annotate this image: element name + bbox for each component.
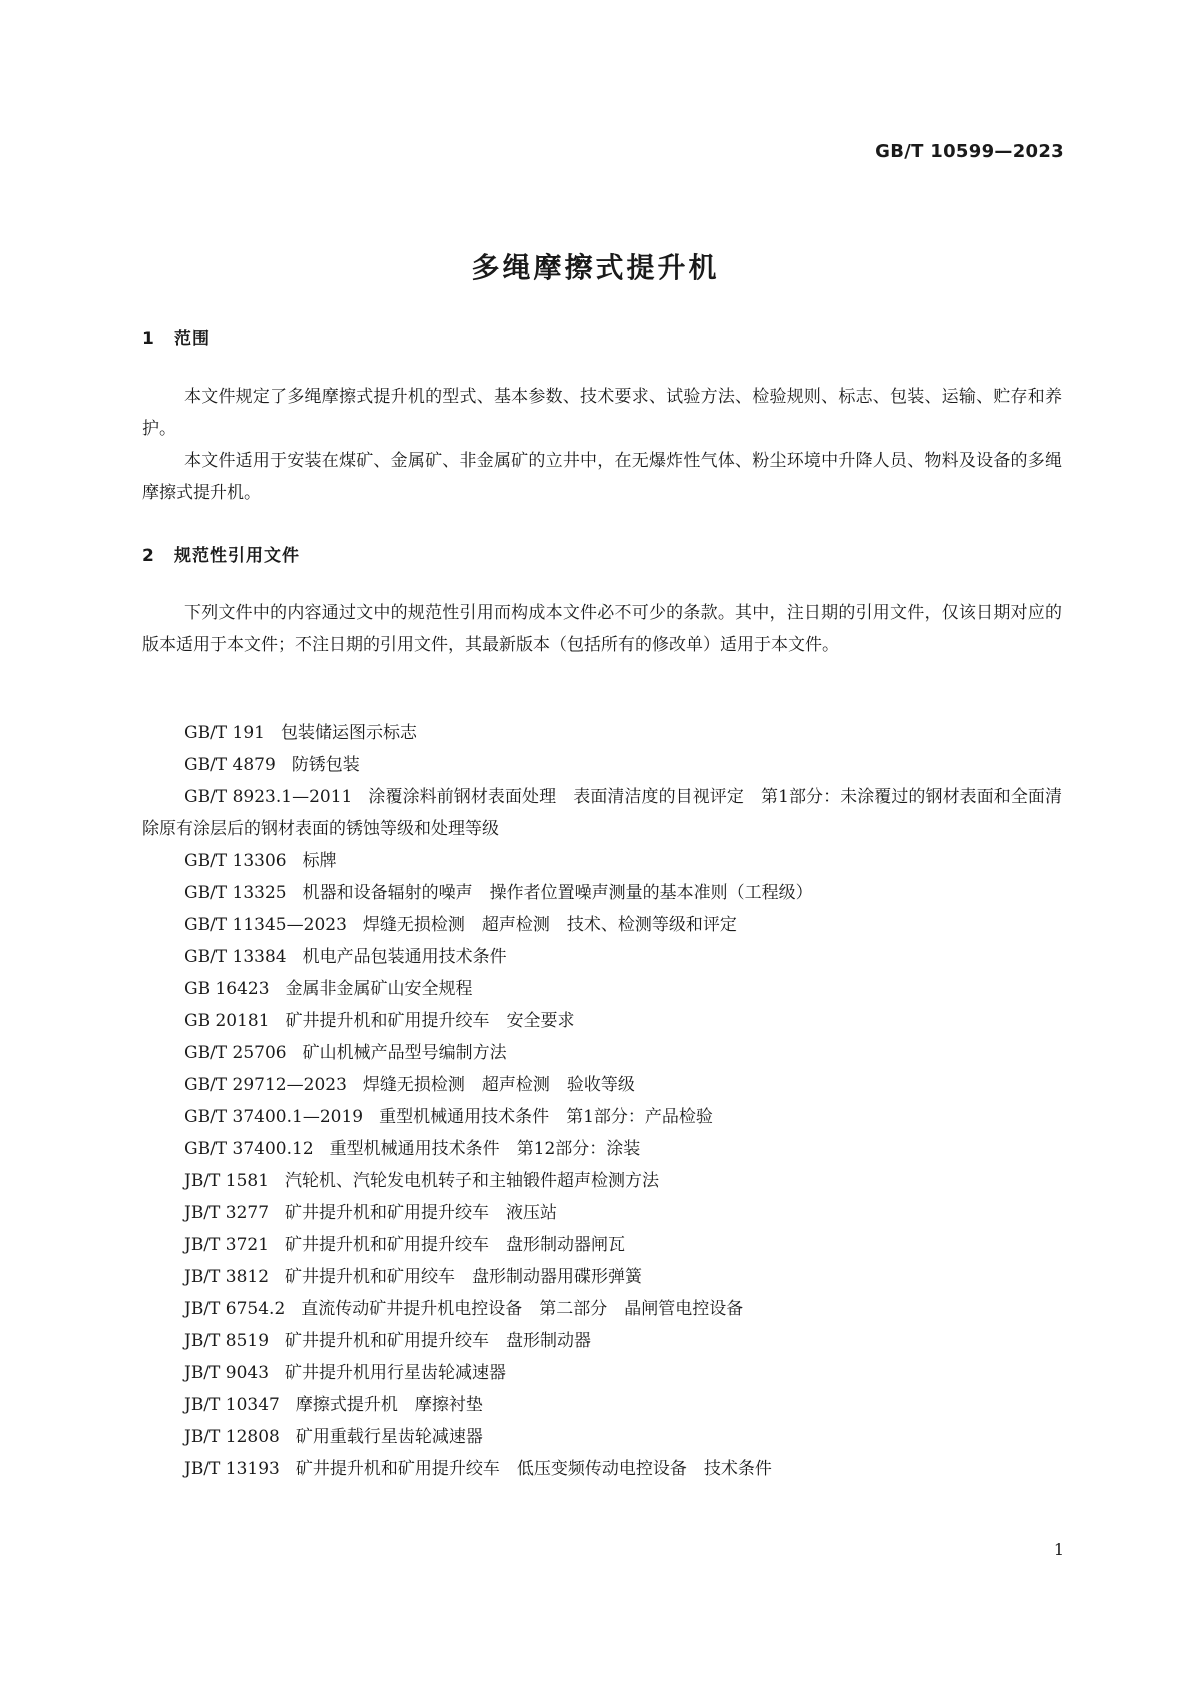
section-title: 范围: [174, 329, 210, 349]
reference-item: [142, 1005, 1062, 1037]
section-heading-scope: [142, 324, 210, 349]
reference-item: [142, 877, 1062, 909]
reference-title: 矿井提升机用行星齿轮减速器: [285, 1363, 507, 1383]
reference-title: 标牌: [302, 851, 337, 871]
reference-title: 汽轮机、汽轮发电机转子和主轴锻件超声检测方法: [285, 1171, 660, 1191]
reference-title: 矿井提升机和矿用提升绞车 盘形制动器: [285, 1331, 592, 1351]
reference-item: [142, 1101, 1062, 1133]
references-intro-paragraph: 下列文件中的内容通过文中的规范性引用而构成本文件必不可少的条款。其中，注日期的引用文件，仅该日期对应的版本适用于本文件；不注日期的引用文件，其最新版本（包括所有的修改单）适用于本文件。: [142, 603, 1062, 655]
reference-title: 焊缝无损检测 超声检测 验收等级: [362, 1075, 635, 1095]
reference-code: JB/T 13193: [184, 1459, 280, 1479]
reference-code: JB/T 3277: [184, 1203, 270, 1223]
reference-item: [142, 1037, 1062, 1069]
reference-title: 矿井提升机和矿用提升绞车 盘形制动器闸瓦: [285, 1235, 626, 1255]
standard-number: GB/T 10599—2023: [875, 141, 1064, 162]
reference-code: GB 20181: [184, 1011, 270, 1031]
reference-item: [142, 1261, 1062, 1293]
reference-code: JB/T 3812: [184, 1267, 270, 1287]
reference-item: [142, 909, 1062, 941]
section-number: 1: [142, 329, 155, 349]
reference-title: 金属非金属矿山安全规程: [285, 979, 473, 999]
document-title: 多绳摩擦式提升机: [471, 251, 720, 284]
reference-code: GB/T 191: [184, 723, 265, 743]
reference-item: [142, 717, 1062, 749]
reference-item: [142, 1421, 1062, 1453]
reference-title: 机电产品包装通用技术条件: [302, 947, 507, 967]
reference-code: GB/T 4879: [184, 755, 276, 775]
reference-code: GB/T 29712—2023: [184, 1075, 347, 1095]
scope-paragraph-2: 本文件适用于安装在煤矿、金属矿、非金属矿的立井中，在无爆炸性气体、粉尘环境中升降人员、物料及设备的多绳摩擦式提升机。: [142, 451, 1062, 503]
reference-title: 包装储运图示标志: [281, 723, 417, 743]
reference-code: JB/T 1581: [184, 1171, 270, 1191]
reference-item: [142, 1133, 1062, 1165]
section-heading-normative-references: [142, 541, 300, 566]
section-number: 2: [142, 546, 155, 566]
reference-item: [142, 1293, 1062, 1325]
reference-code: GB/T 8923.1—2011: [184, 787, 353, 807]
reference-title: 矿用重载行星齿轮减速器: [295, 1427, 483, 1447]
reference-code: GB/T 13325: [184, 883, 287, 903]
reference-item: [142, 1325, 1062, 1357]
reference-code: JB/T 3721: [184, 1235, 270, 1255]
reference-item: [142, 749, 1062, 781]
reference-title: 矿井提升机和矿用提升绞车 安全要求: [285, 1011, 575, 1031]
reference-item: [142, 941, 1062, 973]
reference-item: [142, 781, 1062, 845]
reference-item: [142, 1357, 1062, 1389]
page-number: 1: [1053, 1540, 1064, 1559]
reference-code: GB/T 13306: [184, 851, 287, 871]
reference-list: [142, 717, 1062, 1485]
reference-title: 涂覆涂料前钢材表面处理 表面清洁度的目视评定 第1部分：未涂覆过的钢材表面和全面清除原有涂层后的钢材表面的锈蚀等级和处理等级: [142, 787, 1062, 839]
reference-item: [142, 1389, 1062, 1421]
reference-code: GB 16423: [184, 979, 270, 999]
reference-title: 矿井提升机和矿用绞车 盘形制动器用碟形弹簧: [285, 1267, 643, 1287]
scope-paragraph-1: 本文件规定了多绳摩擦式提升机的型式、基本参数、技术要求、试验方法、检验规则、标志、包装、运输、贮存和养护。: [142, 387, 1062, 439]
reference-item: [142, 973, 1062, 1005]
reference-item: [142, 1197, 1062, 1229]
reference-code: GB/T 37400.1—2019: [184, 1107, 364, 1127]
reference-code: JB/T 8519: [184, 1331, 270, 1351]
reference-title: 重型机械通用技术条件 第1部分：产品检验: [379, 1107, 713, 1127]
reference-title: 重型机械通用技术条件 第12部分：涂装: [329, 1139, 641, 1159]
reference-title: 直流传动矿井提升机电控设备 第二部分 晶闸管电控设备: [301, 1299, 744, 1319]
reference-title: 焊缝无损检测 超声检测 技术、检测等级和评定: [362, 915, 737, 935]
reference-code: GB/T 25706: [184, 1043, 287, 1063]
reference-item: [142, 845, 1062, 877]
reference-title: 矿井提升机和矿用提升绞车 液压站: [285, 1203, 558, 1223]
reference-code: GB/T 13384: [184, 947, 287, 967]
reference-code: JB/T 6754.2: [184, 1299, 286, 1319]
reference-code: JB/T 10347: [184, 1395, 280, 1415]
reference-code: GB/T 37400.12: [184, 1139, 314, 1159]
reference-code: JB/T 12808: [184, 1427, 280, 1447]
reference-title: 摩擦式提升机 摩擦衬垫: [295, 1395, 483, 1415]
reference-title: 机器和设备辐射的噪声 操作者位置噪声测量的基本准则（工程级）: [302, 883, 813, 903]
reference-code: GB/T 11345—2023: [184, 915, 347, 935]
section-title: 规范性引用文件: [174, 546, 300, 566]
reference-title: 矿山机械产品型号编制方法: [302, 1043, 507, 1063]
reference-title: 矿井提升机和矿用提升绞车 低压变频传动电控设备 技术条件: [295, 1459, 772, 1479]
reference-item: [142, 1165, 1062, 1197]
reference-title: 防锈包装: [291, 755, 360, 775]
reference-item: [142, 1453, 1062, 1485]
reference-code: JB/T 9043: [184, 1363, 270, 1383]
reference-item: [142, 1069, 1062, 1101]
reference-item: [142, 1229, 1062, 1261]
